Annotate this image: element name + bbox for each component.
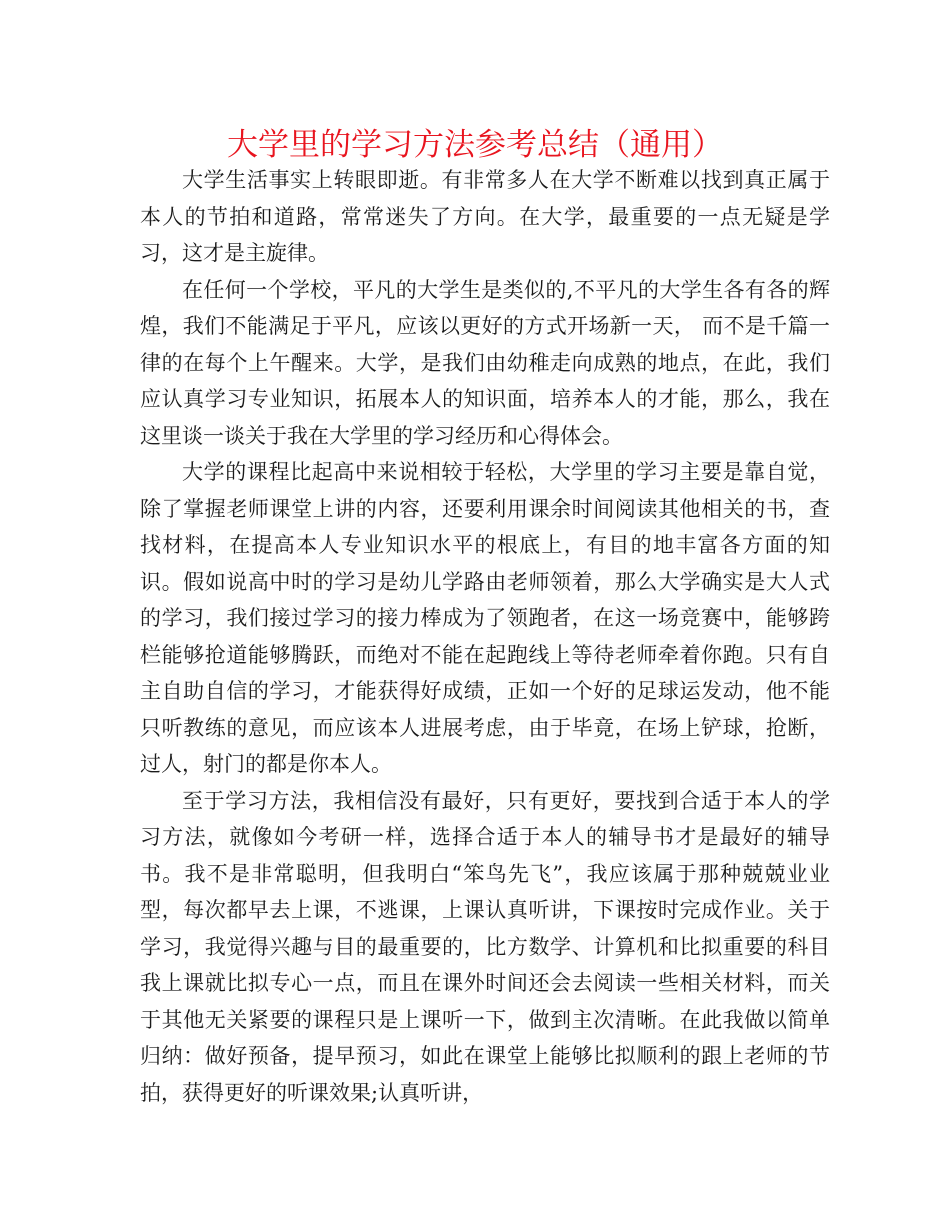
paragraph-1: 大学生活事实上转眼即逝。有非常多人在大学不断难以找到真正属于本人的节拍和道路，常常迷失了方向。在大学，最重要的一点无疑是学习，这才是主旋律。 <box>140 168 830 265</box>
paragraph-3: 大学的课程比起高中来说相较于轻松，大学里的学习主要是靠自觉，除了掌握老师课堂上讲的内容，还要利用课余时间阅读其他相关的书，查找材料，在提高本人专业知识水平的根底上，有目的地丰富各方面的知识。假如说高中时的学习是幼儿学路由老师领着，那么大学确实是大人式的学习，我们接过学习的接力棒成为了领跑者，在这一场竞赛中，能够跨栏能够抢道能够腾跃，而绝对不能在起跑线上等待老师牵着你跑。只有自主自助自信的学习，才能获得好成绩，正如一个好的足球运发动，他不能只听教练的意见，而应该本人进展考虑，由于毕竟，在场上铲球，抢断，过人，射门的都是你本人。 <box>140 460 830 776</box>
document-title: 大学里的学习方法参考总结（通用） <box>227 127 723 163</box>
document-body <box>140 162 830 1111</box>
paragraph-4: 至于学习方法，我相信没有最好，只有更好，要找到合适于本人的学习方法，就像如今考研一样，选择合适于本人的辅导书才是最好的辅导书。我不是非常聪明，但我明白“笨鸟先飞”，我应该属于那种兢兢业业型，每次都早去上课，不逃课，上课认真听讲，下课按时完成作业。关于学习，我觉得兴趣与目的最重要的，比方数学、计算机和比拟重要的科目我上课就比拟专心一点，而且在课外时间还会去阅读一些相关材料，而关于其他无关紧要的课程只是上课听一下，做到主次清晰。在此我做以简单归纳：做好预备，提早预习，如此在课堂上能够比拟顺利的跟上老师的节拍，获得更好的听课效果;认真听讲， <box>140 788 830 1105</box>
paragraph-2: 在任何一个学校，平凡的大学生是类似的,不平凡的大学生各有各的辉煌，我们不能满足于平凡，应该以更好的方式开场新一天， 而不是千篇一律的在每个上午醒来。大学，是我们由幼稚走向成熟的地点，在此，我们应认真学习专业知识，拓展本人的知识面，培养本人的才能，那么，我在这里谈一谈关于我在大学里的学习经历和心得体会。 <box>140 277 830 448</box>
